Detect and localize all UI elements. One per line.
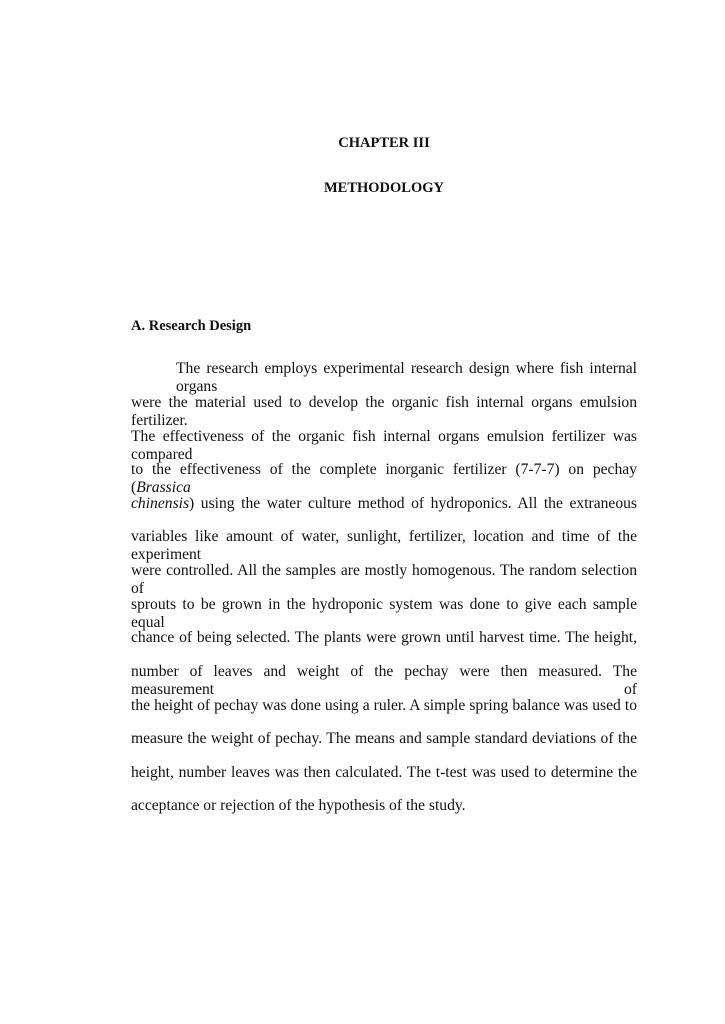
- text: number of leaves and weight of the pechay were then measured. The measurement of: [131, 663, 637, 698]
- text: to the effectiveness of the complete inorganic fertilizer (7-7-7) on pechay (: [131, 461, 637, 496]
- text: the height of pechay was done using a ruler. A simple spring balance was used to: [131, 697, 637, 714]
- paragraph-line: [131, 730, 637, 748]
- paragraph-line: [131, 697, 637, 715]
- species-genus: Brassica: [136, 479, 191, 496]
- paragraph-line: [131, 629, 637, 647]
- paragraph-line: [131, 461, 637, 497]
- text: The research employs experimental research design where fish internal organs: [176, 360, 637, 395]
- paragraph-line: [131, 562, 637, 598]
- species-epithet: chinensis: [131, 495, 190, 512]
- paragraph-line: [131, 428, 637, 464]
- paragraph-line: [131, 394, 637, 430]
- text: acceptance or rejection of the hypothesis of the study.: [131, 797, 466, 814]
- paragraph-line: [131, 663, 637, 699]
- text: measure the weight of pechay. The means and sample standard deviations of the: [131, 730, 637, 747]
- paragraph-line: [131, 495, 637, 513]
- paragraph-line: [131, 797, 637, 815]
- paragraph-line: [131, 596, 637, 632]
- paragraph-line: [176, 360, 637, 396]
- section-heading: A. Research Design: [131, 318, 252, 334]
- text: ) using the water culture method of hydroponics. All the extraneous: [189, 495, 637, 512]
- paragraph-line: [131, 528, 637, 564]
- text: chance of being selected. The plants were grown until harvest time. The height,: [131, 629, 637, 646]
- text: were controlled. All the samples are mostly homogenous. The random selection of: [131, 562, 637, 597]
- text: variables like amount of water, sunlight, fertilizer, location and time of the experiment: [131, 528, 637, 563]
- text: were the material used to develop the organic fish internal organs emulsion fertilizer.: [131, 394, 637, 429]
- text: height, number leaves was then calculated. The t-test was used to determine the: [131, 764, 637, 781]
- paragraph-line: [131, 764, 637, 782]
- chapter-number: CHAPTER III: [338, 135, 430, 151]
- chapter-title: METHODOLOGY: [323, 180, 445, 196]
- text: The effectiveness of the organic fish internal organs emulsion fertilizer was compared: [131, 428, 637, 463]
- text: sprouts to be grown in the hydroponic system was done to give each sample equal: [131, 596, 637, 631]
